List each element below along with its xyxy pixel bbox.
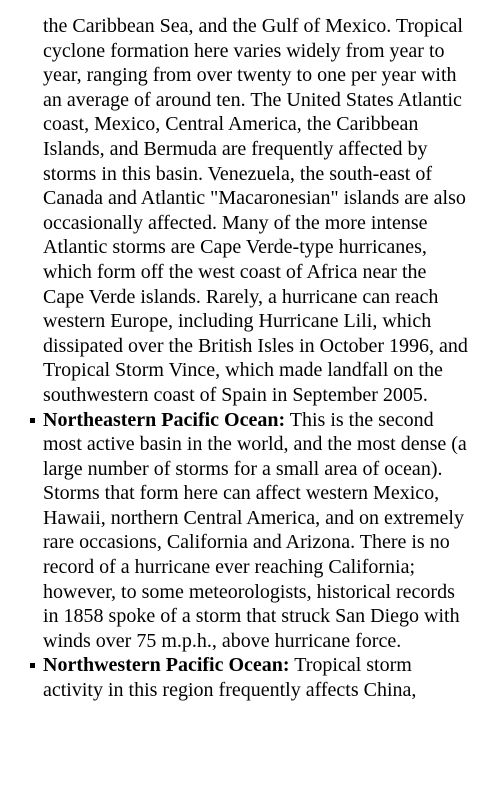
- list-item-northeastern-pacific: [43, 408, 468, 654]
- list-item-northwestern-pacific: [43, 653, 468, 702]
- article-body: [43, 14, 468, 703]
- list-item-term: Northeastern Pacific Ocean:: [43, 408, 286, 431]
- list-item-text: Tropical storm activity in this region frequently affects China,: [43, 654, 417, 702]
- paragraph-atlantic-basin: the Caribbean Sea, and the Gulf of Mexico. Tropical cyclone formation here varies widely from year to year, ranging from over twenty to one per year with an average of around ten. The United States Atlantic coast, Mexico, Central America, the Caribbean Islands, and Bermuda are frequently affected by storms in this basin. Venezuela, the south-east of Canada and Atlantic "Macaronesian" islands are also occasionally affected. Many of the more intense Atlantic storms are Cape Verde-type hurricanes, which form off the west coast of Africa near the Cape Verde islands. Rarely, a hurricane can reach western Europe, including Hurricane Lili, which dissipated over the British Isles in October 1996, and Tropical Storm Vince, which made landfall on the southwestern coast of Spain in September 2005.: [43, 15, 468, 406]
- bullet-icon: [30, 663, 35, 668]
- list-item-text: This is the second most active basin in the world, and the most dense (a large number of storms for a small area of ocean). Storms that form here can affect western Mexico, Hawaii, northern Central America, and on extremely rare occasions, California and Arizona. There is no record of a hurricane ever reaching California; however, to some meteorologists, historical records in 1858 spoke of a storm that struck San Diego with winds over 75 m.p.h., above hurricane force.: [43, 408, 467, 652]
- bullet-icon: [30, 418, 35, 423]
- list-item-term: Northwestern Pacific Ocean:: [43, 654, 290, 677]
